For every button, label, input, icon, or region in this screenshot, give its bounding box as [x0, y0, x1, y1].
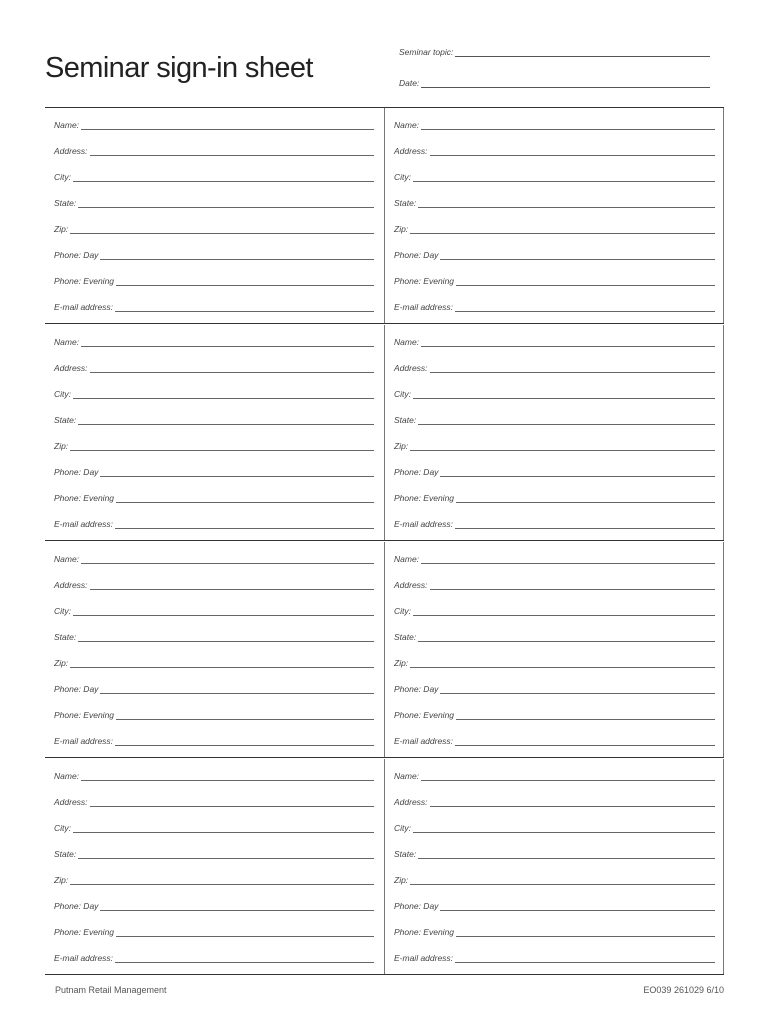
field-line[interactable]	[73, 177, 374, 182]
field-label: City:	[394, 389, 411, 399]
field-line[interactable]	[421, 559, 715, 564]
field-label: State:	[54, 415, 77, 425]
form-field[interactable]	[394, 465, 715, 477]
form-field[interactable]	[54, 170, 374, 182]
form-field[interactable]	[54, 300, 374, 312]
field-label: Phone: Day	[54, 901, 99, 911]
form-field[interactable]	[54, 465, 374, 477]
form-field[interactable]	[394, 274, 715, 286]
form-field[interactable]	[54, 925, 374, 937]
field-label: State:	[54, 632, 77, 642]
field-line[interactable]	[78, 637, 374, 642]
form-field[interactable]	[54, 335, 374, 347]
field-label: Phone: Day	[394, 684, 439, 694]
field-label: Phone: Day	[54, 684, 99, 694]
field-label: State:	[394, 632, 417, 642]
field-line[interactable]	[90, 368, 374, 373]
field-label: E-mail address:	[394, 519, 454, 529]
right-edge	[723, 108, 724, 323]
field-label: E-mail address:	[394, 953, 454, 963]
form-field[interactable]	[394, 439, 715, 451]
field-line[interactable]	[455, 524, 715, 529]
date-line[interactable]	[421, 79, 710, 88]
field-line[interactable]	[440, 906, 715, 911]
date-field[interactable]	[399, 78, 710, 88]
form-field[interactable]	[394, 708, 715, 720]
field-label: Address:	[54, 797, 88, 807]
field-line[interactable]	[455, 307, 715, 312]
form-field[interactable]	[394, 170, 715, 182]
form-field[interactable]	[54, 899, 374, 911]
field-line[interactable]	[100, 689, 374, 694]
field-label: E-mail address:	[54, 953, 114, 963]
form-field[interactable]	[54, 873, 374, 885]
right-edge	[723, 542, 724, 757]
field-line[interactable]	[421, 776, 715, 781]
field-label: Phone: Evening	[54, 710, 115, 720]
form-field[interactable]	[394, 517, 715, 529]
field-label: City:	[54, 172, 71, 182]
field-line[interactable]	[418, 420, 715, 425]
attendee-block	[45, 108, 724, 324]
field-label: Phone: Day	[394, 250, 439, 260]
field-line[interactable]	[456, 498, 715, 503]
field-line[interactable]	[456, 932, 715, 937]
sign-in-grid	[45, 107, 724, 977]
field-label: Name:	[54, 771, 80, 781]
footer-code: EO039 261029 6/10	[643, 985, 724, 995]
form-field[interactable]	[394, 682, 715, 694]
field-label: City:	[394, 606, 411, 616]
field-label: City:	[394, 172, 411, 182]
field-line[interactable]	[116, 498, 374, 503]
field-label: Phone: Day	[394, 901, 439, 911]
form-field[interactable]	[54, 387, 374, 399]
form-field[interactable]	[54, 951, 374, 963]
seminar-topic-label: Seminar topic:	[399, 47, 454, 57]
form-field[interactable]	[394, 413, 715, 425]
field-line[interactable]	[413, 828, 715, 833]
seminar-topic-line[interactable]	[455, 48, 710, 57]
field-line[interactable]	[440, 255, 715, 260]
field-line[interactable]	[440, 689, 715, 694]
form-field[interactable]	[54, 604, 374, 616]
field-line[interactable]	[430, 802, 715, 807]
field-line[interactable]	[418, 854, 715, 859]
form-field[interactable]	[394, 873, 715, 885]
field-line[interactable]	[115, 307, 374, 312]
field-label: Zip:	[394, 224, 409, 234]
form-field[interactable]	[394, 144, 715, 156]
field-line[interactable]	[73, 394, 374, 399]
field-label: E-mail address:	[394, 302, 454, 312]
field-label: Address:	[54, 363, 88, 373]
field-label: E-mail address:	[54, 302, 114, 312]
field-line[interactable]	[115, 958, 374, 963]
form-field[interactable]	[394, 925, 715, 937]
field-line[interactable]	[413, 611, 715, 616]
field-label: City:	[394, 823, 411, 833]
form-field[interactable]	[394, 604, 715, 616]
field-label: Phone: Day	[54, 467, 99, 477]
attendee-block	[45, 759, 724, 975]
field-line[interactable]	[90, 802, 374, 807]
field-line[interactable]	[455, 958, 715, 963]
form-field[interactable]	[394, 300, 715, 312]
form-field[interactable]	[394, 118, 715, 130]
field-label: Address:	[394, 363, 428, 373]
field-line[interactable]	[418, 203, 715, 208]
form-field[interactable]	[394, 951, 715, 963]
field-line[interactable]	[410, 880, 715, 885]
field-line[interactable]	[81, 342, 374, 347]
field-label: Phone: Day	[394, 467, 439, 477]
form-field[interactable]	[394, 361, 715, 373]
form-field[interactable]	[54, 491, 374, 503]
form-field[interactable]	[394, 656, 715, 668]
form-field[interactable]	[394, 899, 715, 911]
field-label: E-mail address:	[54, 519, 114, 529]
field-line[interactable]	[413, 394, 715, 399]
field-line[interactable]	[100, 906, 374, 911]
right-edge	[723, 325, 724, 540]
field-line[interactable]	[78, 854, 374, 859]
form-field[interactable]	[54, 118, 374, 130]
field-line[interactable]	[81, 776, 374, 781]
field-label: Phone: Evening	[394, 276, 455, 286]
form-field[interactable]	[54, 630, 374, 642]
field-label: Phone: Evening	[54, 927, 115, 937]
field-label: State:	[54, 849, 77, 859]
field-label: E-mail address:	[54, 736, 114, 746]
field-label: State:	[54, 198, 77, 208]
field-line[interactable]	[430, 151, 715, 156]
field-line[interactable]	[100, 255, 374, 260]
field-line[interactable]	[440, 472, 715, 477]
field-label: State:	[394, 415, 417, 425]
form-field[interactable]	[394, 552, 715, 564]
form-field[interactable]	[54, 795, 374, 807]
field-label: Name:	[394, 554, 420, 564]
field-label: State:	[394, 198, 417, 208]
form-field[interactable]	[54, 552, 374, 564]
form-field[interactable]	[54, 708, 374, 720]
form-field[interactable]	[54, 413, 374, 425]
form-field[interactable]	[54, 196, 374, 208]
field-line[interactable]	[430, 585, 715, 590]
field-label: Phone: Day	[54, 250, 99, 260]
field-label: Address:	[394, 580, 428, 590]
form-field[interactable]	[394, 222, 715, 234]
field-line[interactable]	[115, 741, 374, 746]
field-line[interactable]	[81, 559, 374, 564]
field-line[interactable]	[410, 446, 715, 451]
field-label: Name:	[54, 120, 80, 130]
field-label: E-mail address:	[394, 736, 454, 746]
field-label: Phone: Evening	[54, 493, 115, 503]
form-field[interactable]	[394, 196, 715, 208]
form-field[interactable]	[54, 821, 374, 833]
form-field[interactable]	[54, 769, 374, 781]
form-field[interactable]	[394, 734, 715, 746]
footer-company: Putnam Retail Management	[55, 985, 167, 995]
field-line[interactable]	[70, 880, 374, 885]
field-label: Name:	[394, 120, 420, 130]
field-label: Name:	[394, 771, 420, 781]
page-title: Seminar sign-in sheet	[45, 52, 313, 84]
form-field[interactable]	[54, 734, 374, 746]
field-line[interactable]	[70, 229, 374, 234]
field-label: Zip:	[54, 658, 69, 668]
form-field[interactable]	[394, 795, 715, 807]
field-line[interactable]	[116, 932, 374, 937]
field-label: Phone: Evening	[54, 276, 115, 286]
form-field[interactable]	[54, 439, 374, 451]
field-label: Zip:	[54, 441, 69, 451]
form-field[interactable]	[394, 387, 715, 399]
field-label: City:	[54, 606, 71, 616]
form-field[interactable]	[54, 222, 374, 234]
field-line[interactable]	[456, 715, 715, 720]
field-label: Phone: Evening	[394, 927, 455, 937]
field-line[interactable]	[455, 741, 715, 746]
form-field[interactable]	[394, 248, 715, 260]
field-line[interactable]	[430, 368, 715, 373]
field-label: Address:	[394, 797, 428, 807]
form-field[interactable]	[54, 656, 374, 668]
field-label: Zip:	[54, 224, 69, 234]
attendee-block	[45, 325, 724, 541]
field-label: Name:	[54, 337, 80, 347]
field-line[interactable]	[73, 611, 374, 616]
form-field[interactable]	[394, 769, 715, 781]
form-field[interactable]	[54, 517, 374, 529]
field-line[interactable]	[115, 524, 374, 529]
form-field[interactable]	[54, 847, 374, 859]
field-label: Name:	[54, 554, 80, 564]
field-line[interactable]	[81, 125, 374, 130]
form-field[interactable]	[54, 361, 374, 373]
field-label: Address:	[54, 580, 88, 590]
field-label: State:	[394, 849, 417, 859]
column-divider	[384, 542, 385, 757]
field-label: Zip:	[54, 875, 69, 885]
column-divider	[384, 325, 385, 540]
field-line[interactable]	[418, 637, 715, 642]
column-divider	[384, 759, 385, 974]
seminar-topic-field[interactable]	[399, 47, 710, 57]
field-line[interactable]	[410, 229, 715, 234]
field-line[interactable]	[413, 177, 715, 182]
date-label: Date:	[399, 78, 420, 88]
field-line[interactable]	[78, 420, 374, 425]
field-line[interactable]	[70, 446, 374, 451]
form-field[interactable]	[394, 335, 715, 347]
right-edge	[723, 759, 724, 974]
form-field[interactable]	[394, 491, 715, 503]
form-field[interactable]	[394, 821, 715, 833]
field-line[interactable]	[410, 663, 715, 668]
field-line[interactable]	[456, 281, 715, 286]
form-field[interactable]	[54, 682, 374, 694]
field-line[interactable]	[70, 663, 374, 668]
field-line[interactable]	[116, 715, 374, 720]
form-field[interactable]	[54, 144, 374, 156]
field-line[interactable]	[116, 281, 374, 286]
field-label: Zip:	[394, 441, 409, 451]
field-line[interactable]	[421, 125, 715, 130]
field-label: Zip:	[394, 658, 409, 668]
field-label: Zip:	[394, 875, 409, 885]
field-line[interactable]	[90, 585, 374, 590]
form-field[interactable]	[394, 630, 715, 642]
form-field[interactable]	[54, 248, 374, 260]
field-label: City:	[54, 389, 71, 399]
column-divider	[384, 108, 385, 323]
form-field[interactable]	[54, 578, 374, 590]
field-label: Phone: Evening	[394, 710, 455, 720]
field-label: Phone: Evening	[394, 493, 455, 503]
form-field[interactable]	[394, 578, 715, 590]
field-label: Address:	[54, 146, 88, 156]
field-label: Name:	[394, 337, 420, 347]
field-label: Address:	[394, 146, 428, 156]
field-label: City:	[54, 823, 71, 833]
field-line[interactable]	[100, 472, 374, 477]
attendee-block	[45, 542, 724, 758]
form-field[interactable]	[394, 847, 715, 859]
field-line[interactable]	[421, 342, 715, 347]
field-line[interactable]	[78, 203, 374, 208]
field-line[interactable]	[90, 151, 374, 156]
form-field[interactable]	[54, 274, 374, 286]
field-line[interactable]	[73, 828, 374, 833]
